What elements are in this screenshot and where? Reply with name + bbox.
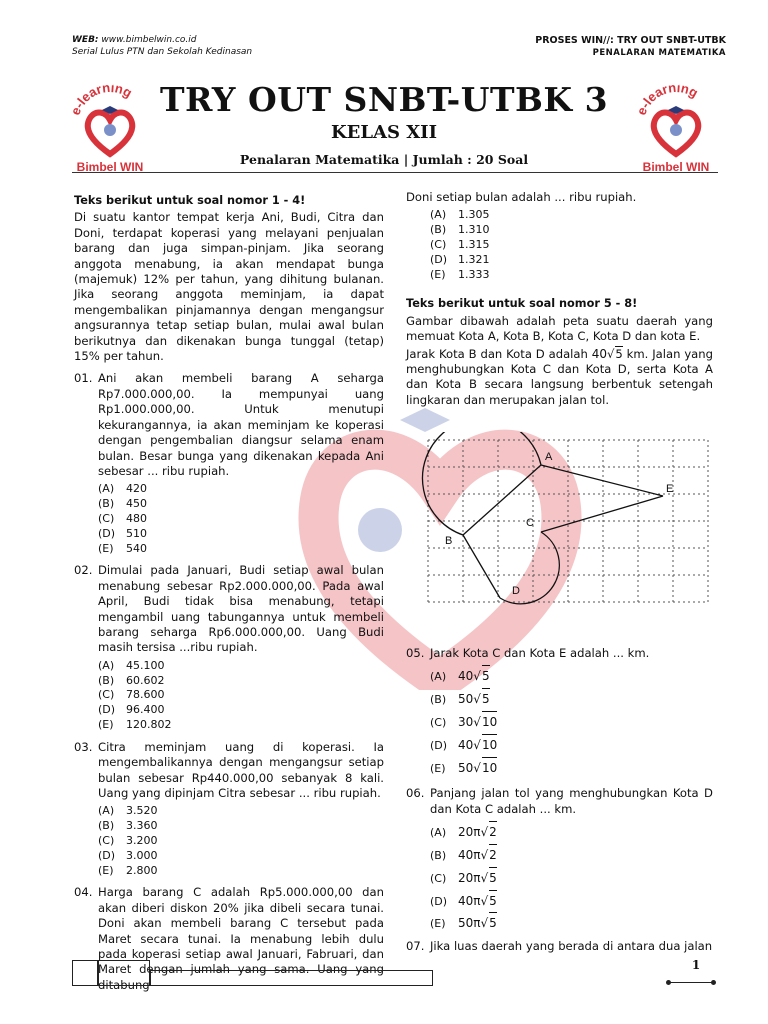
question-number: 06.	[406, 786, 425, 801]
logo-ring-text: -learning	[637, 84, 701, 111]
logo-ring-text: -learning	[71, 84, 135, 111]
map-label-b: B	[445, 535, 453, 547]
map-label-e: E	[666, 483, 674, 495]
option-item[interactable]: (B) 60.602	[98, 673, 165, 687]
option-item[interactable]: (C) 30 √ 10	[430, 711, 713, 734]
footer-box	[72, 960, 98, 986]
option-item[interactable]: (A) 20π √ 2	[430, 821, 713, 844]
option-item[interactable]: (C) 78.600	[98, 688, 165, 702]
road-ce	[541, 496, 663, 532]
tagline: Serial Lulus PTN dan Sekolah Kedinasan	[72, 47, 253, 57]
question-05	[406, 646, 713, 661]
city-map-diagram	[420, 432, 716, 610]
question-02	[74, 563, 384, 655]
section-heading-5-8: Teks berikut untuk soal nomor 5 - 8!	[406, 297, 638, 311]
header-left	[72, 34, 252, 58]
option-item[interactable]: (D) 40π √ 5	[430, 890, 713, 913]
question-text: Jika luas daerah yang berada di antara dua jalan	[430, 939, 713, 954]
question-text: Dimulai pada Januari, Budi setiap awal bulan menabung sebesar Rp2.000.000,00. Pada awal April, Budi tidak bisa menabung, tetapi mengambil uang tabungannya untuk membeli barang seharga Rp6.000.000,00. Uang Budi masih tersisa ...ribu rupiah.	[98, 563, 384, 655]
option-item[interactable]: (E) 1.333	[430, 267, 490, 281]
option-item[interactable]: (C) 20π √ 5	[430, 867, 713, 890]
option-item[interactable]: (B) 450	[98, 497, 147, 511]
question-04-continuation: Doni setiap bulan adalah ... ribu rupiah.	[406, 190, 637, 204]
option-item[interactable]: (A) 3.520	[98, 804, 158, 818]
header-right-sub: PENALARAN MATEMATIKA	[592, 48, 726, 58]
option-item[interactable]: (A) 420	[98, 482, 147, 496]
option-item[interactable]: (E) 120.802	[98, 717, 172, 731]
page-number: 1	[691, 958, 701, 972]
logo-brand: Bimbel WIN	[76, 160, 144, 174]
option-item[interactable]: (D) 510	[98, 526, 147, 540]
toll-road-cd	[500, 532, 559, 604]
option-item[interactable]: (B) 40π √ 2	[430, 844, 713, 867]
options-01	[98, 482, 384, 556]
map-label-d: D	[512, 585, 520, 597]
header-right-title: PROSES WIN//: TRY OUT SNBT-UTBK	[535, 35, 726, 46]
toll-road-ab	[422, 432, 541, 535]
question-number: 01.	[74, 371, 93, 386]
question-number: 02.	[74, 563, 93, 578]
option-item[interactable]: (A) 45.100	[98, 658, 165, 672]
page-subtitle: Penalaran Matematika | Jumlah : 20 Soal	[239, 152, 529, 167]
road-bd	[463, 535, 500, 598]
option-item[interactable]: (E) 2.800	[98, 863, 158, 877]
option-item[interactable]: (A) 40 √ 5	[430, 665, 713, 688]
road-ae	[541, 465, 663, 496]
option-item[interactable]: (C) 1.315	[430, 238, 490, 251]
question-number: 04.	[74, 885, 93, 900]
option-item[interactable]: (D) 1.321	[430, 252, 490, 266]
option-item[interactable]: (E) 540	[98, 541, 147, 555]
option-item[interactable]: (D) 40 √ 10	[430, 734, 713, 757]
question-07	[406, 939, 713, 954]
option-item[interactable]: (D) 96.400	[98, 703, 165, 717]
option-item[interactable]: (B) 50 √ 5	[430, 688, 713, 711]
option-item[interactable]: (D) 3.000	[98, 848, 158, 862]
question-06	[406, 786, 713, 817]
map-label-c: C	[526, 517, 534, 529]
passage-5-8-a: Gambar dibawah adalah peta suatu daerah yang memuat Kota A, Kota B, Kota C, Kota D dan kota E.	[406, 313, 713, 344]
options-05	[430, 665, 713, 779]
web-url[interactable]: www.bimbelwin.co.id	[101, 35, 197, 45]
question-01	[74, 371, 384, 479]
option-item[interactable]: (E) 50π √ 5	[430, 912, 713, 935]
options-03	[98, 804, 384, 878]
option-item[interactable]: (A) 1.305	[430, 208, 490, 222]
question-03	[74, 740, 384, 802]
option-item[interactable]: (B) 1.310	[430, 223, 490, 237]
left-column	[74, 193, 384, 993]
map-grid	[428, 440, 708, 602]
question-number: 05.	[406, 646, 425, 660]
passage-5-8-b: Jarak Kota B dan Kota D adalah 40√5 km. Jalan yang menghubungkan Kota C dan Kota D, serta Kota A dan Kota B secara langsung berbentuk setengah lingkaran dan merupakan jalan tol.	[406, 346, 713, 407]
web-label: WEB:	[72, 35, 99, 45]
header-divider	[72, 172, 718, 173]
class-label: KELAS XII	[330, 122, 438, 143]
right-column-lower	[406, 646, 713, 955]
question-text: Citra meminjam uang di koperasi. Ia mengembalikannya dengan mengangsur setiap bulan sebesar Rp440.000,00 sebanyak 8 kali. Uang yang dipinjam Citra sebesar ... ribu rupiah.	[98, 739, 384, 800]
question-text: Ani akan membeli barang A seharga Rp7.000.000,00. Ia mempunyai uang Rp1.000.000,00. Untuk menutupi kekurangannya, ia akan meminjam ke koperasi dengan pengembalian diangsur selama enam bulan. Besar bunga yang dikenakan kepada Ani sebesar ... ribu rupiah.	[98, 371, 384, 478]
logo-brand: Bimbel WIN	[642, 160, 710, 174]
options-02	[98, 659, 384, 733]
right-column	[406, 190, 713, 408]
header-right	[535, 34, 726, 60]
passage-1-4: Di suatu kantor tempat kerja Ani, Budi, Citra dan Doni, terdapat koperasi yang melayani penjualan barang dan juga simpan-pinjam. Jika seorang anggota menabung, ia akan mendapat bunga (majemuk) 12% per tahun, yang dihitung bulanan. Jika seorang anggota meminjam, ia dapat mengembalikan pinjamannya dengan mengangsur angsurannya tetap setiap bulan, mulai awal bulan berikutnya dan dikenakan bunga tunggal (tetap) 15% per tahun.	[74, 210, 384, 364]
option-item[interactable]: (C) 480	[98, 511, 147, 525]
question-text: Panjang jalan tol yang menghubungkan Kota D dan Kota C adalah ... km.	[430, 786, 713, 816]
question-text: Harga barang C adalah Rp5.000.000,00 dan akan diberi diskon 20% jika dibeli secara tunai. Doni akan membeli barang C tersebut pada Maret secara tunai. Ia menabung lebih dulu pada koperasi setiap awal Januari, Fabruari, dan Maret dengan jumlah yang sama. Uang yang ditabung	[98, 885, 384, 992]
option-item[interactable]: (E) 50 √ 10	[430, 757, 713, 780]
section-heading-1-4: Teks berikut untuk soal nomor 1 - 4!	[74, 194, 306, 207]
option-item[interactable]: (C) 3.200	[98, 833, 158, 847]
map-label-a: A	[545, 451, 553, 463]
option-item[interactable]: (B) 3.360	[98, 819, 158, 833]
question-number: 07.	[406, 939, 425, 954]
options-06	[430, 821, 713, 935]
question-number: 03.	[74, 739, 93, 754]
options-04	[430, 208, 713, 282]
question-text: Jarak Kota C dan Kota E adalah ... km.	[430, 646, 650, 660]
page-title: TRY OUT SNBT-UTBK 3	[159, 80, 609, 119]
page-number-underline	[668, 982, 714, 983]
footer-box	[98, 960, 150, 986]
map-roads	[422, 432, 663, 604]
footer-bar	[150, 970, 433, 986]
